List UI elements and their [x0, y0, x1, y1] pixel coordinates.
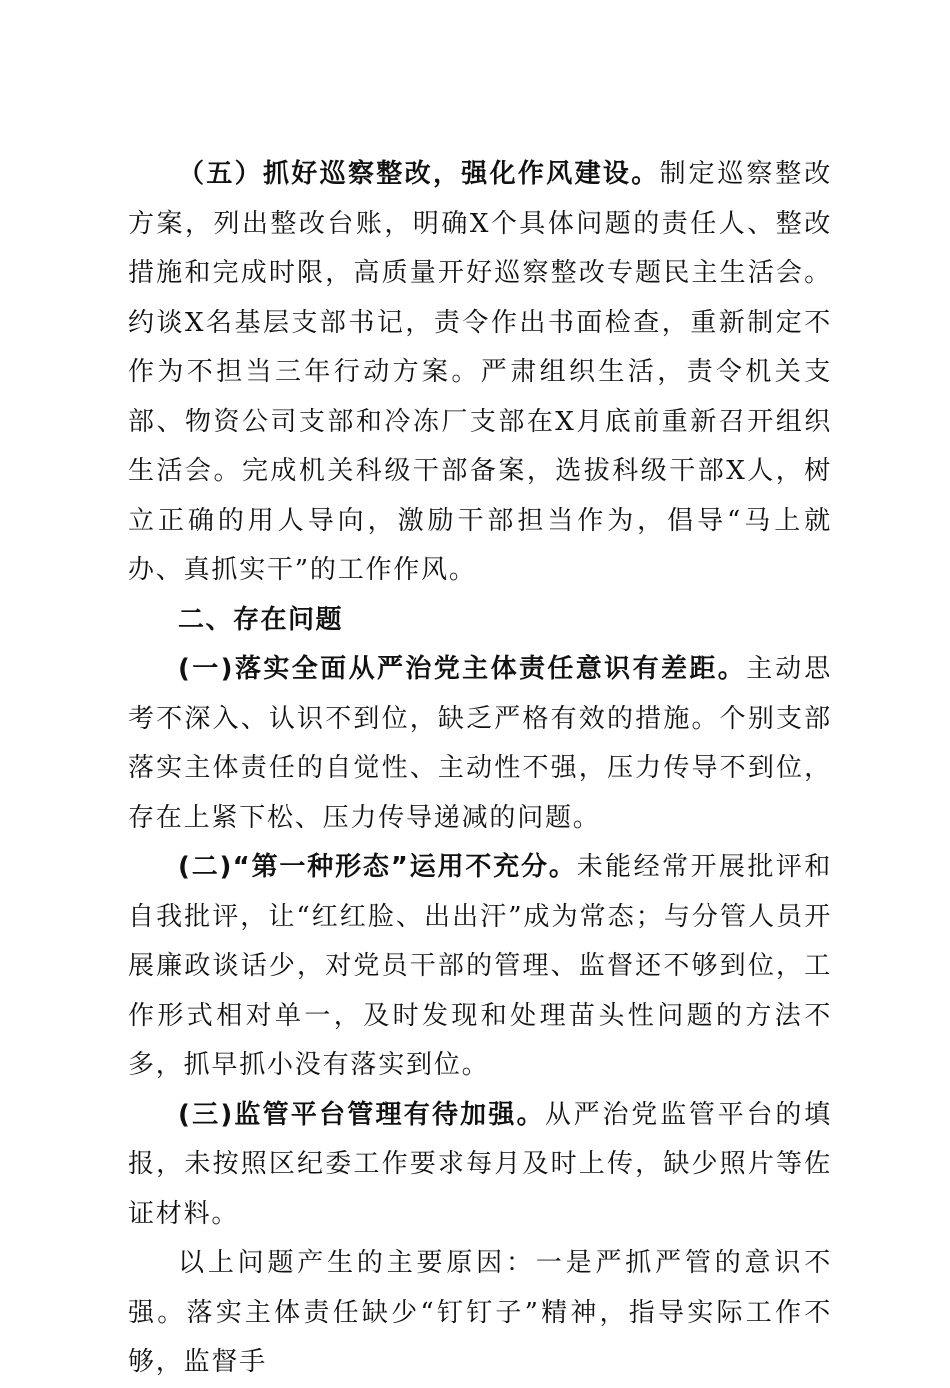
paragraph-lead: (二)“第一种形态”运用不充分。 [178, 852, 577, 882]
paragraph-text: 主动思考不深入、认识不到位，缺乏严格有效的措施。个别支部落实主体责任的自觉性、主动性不强，压力传导不到位，存在上紧下松、压力传导递减的问题。 [128, 654, 833, 833]
paragraph-lead: （五）抓好巡察整改，强化作风建设。 [178, 159, 660, 189]
paragraph-text: 未能经常开展批评和自我批评，让“红红脸、出出汗”成为常态；与分管人员开展廉政谈话少，对党员干部的管理、监督还不够到位，工作形式相对单一，及时发现和处理苗头性问题的方法不多，抓早抓小没有落实到位。 [128, 852, 832, 1080]
paragraph-lead: (一)落实全面从严治党主体责任意识有差距。 [178, 654, 747, 684]
paragraph-text: 制定巡察整改方案，列出整改台账，明确X个具体问题的责任人、整改措施和完成时限，高质量开好巡察整改专题民主生活会。约谈X名基层支部书记，责令作出书面检查，重新制定不作为不担当三年行动方案。严肃组织生活，责令机关支部、物资公司支部和冷冻厂支部在X月底前重新召开组织生活会。完成机关科级干部备案，选拔科级干部X人，树立正确的用人导向，激励干部担当作为，倡导“马上就办、真抓实干”的工作作风。 [128, 159, 832, 585]
paragraph-lead: (三)监管平台管理有待加强。 [178, 1099, 545, 1130]
paragraph-causes: 以上问题产生的主要原因：一是严抓严管的意识不强。落实主体责任缺少“钉钉子”精神，指导实际工作不够，监督手 [128, 1248, 832, 1377]
section-heading: 二、存在问题 [178, 604, 344, 635]
paragraph-issue-1 [128, 645, 832, 843]
paragraph-issue-3 [128, 1091, 832, 1240]
paragraph-issue-2 [128, 843, 832, 1091]
paragraph-rectification [128, 150, 832, 596]
document-body [128, 150, 832, 1388]
paragraph-text: 从严治党监管平台的填报，未按照区纪委工作要求每月及时上传，缺少照片等佐证材料。 [128, 1099, 832, 1229]
